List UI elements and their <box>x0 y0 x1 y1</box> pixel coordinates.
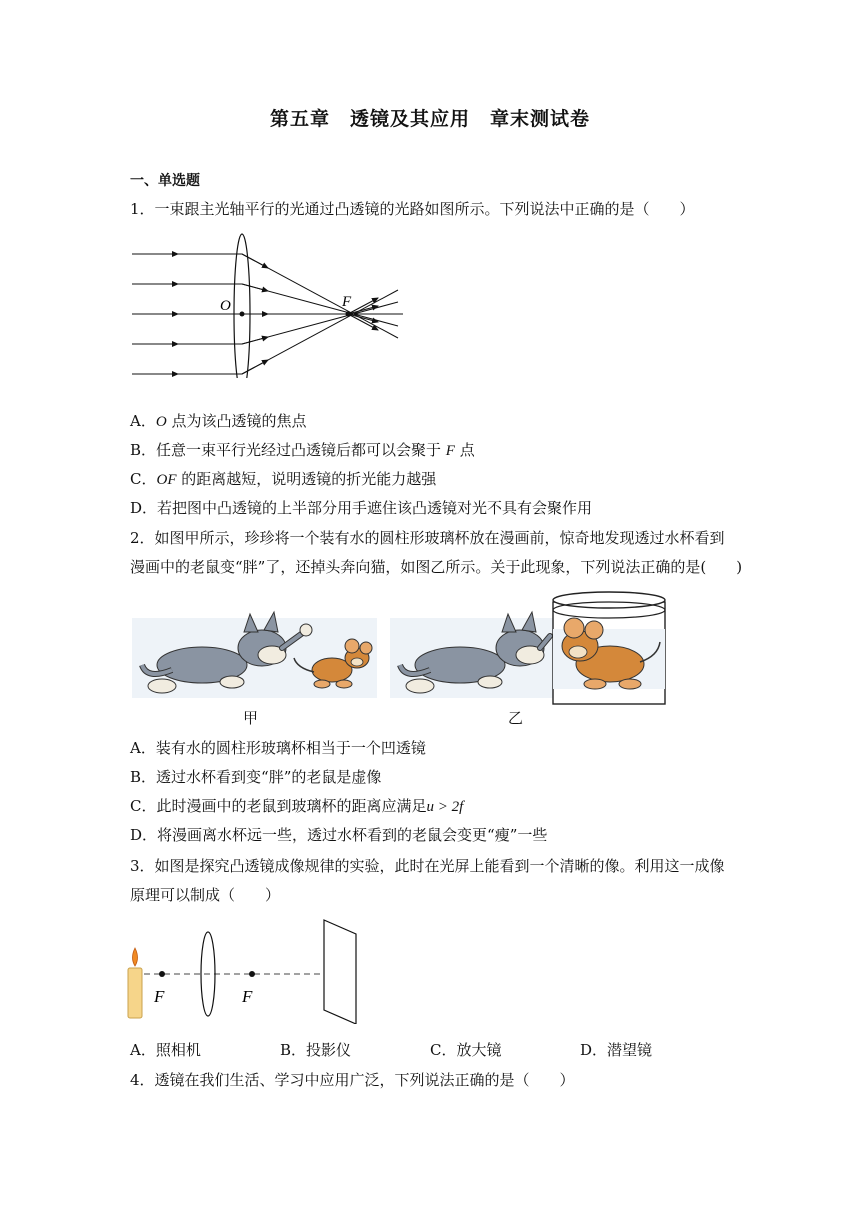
candle-icon <box>128 948 142 1018</box>
q1-option-c: C．OF 的距离越短，说明透镜的折光能力越强 <box>130 470 437 488</box>
q2-option-c: C．此时漫画中的老鼠到玻璃杯的距离应满足u > 2f <box>130 797 464 815</box>
q3-option-b: B．投影仪 <box>280 1041 352 1059</box>
label-O: O <box>220 298 231 314</box>
q4-stem: 4．透镜在我们生活、学习中应用广泛，下列说法正确的是（ ） <box>130 1071 575 1089</box>
q3-stem-line1: 3．如图是探究凸透镜成像规律的实验，此时在光屏上能看到一个清晰的像。利用这一成像 <box>130 857 725 875</box>
q2-option-d: D．将漫画离水杯远一些，透过水杯看到的老鼠会变更“瘦”一些 <box>130 826 548 844</box>
q1-option-a: A．O 点为该凸透镜的焦点 <box>130 412 307 430</box>
q2-cartoon-jia <box>132 610 377 705</box>
caption-jia: 甲 <box>243 709 259 727</box>
page-title: 第五章 透镜及其应用 章末测试卷 <box>269 108 590 130</box>
label-F: F <box>342 294 352 310</box>
q3-option-d: D．潜望镜 <box>580 1041 653 1059</box>
q1-lens-diagram <box>128 228 408 378</box>
q2-stem-line2: 漫画中的老鼠变“胖”了，还掉头奔向猫，如图乙所示。关于此现象，下列说法正确的是( ) <box>130 558 743 576</box>
q1-stem: 1．一束跟主光轴平行的光通过凸透镜的光路如图所示。下列说法中正确的是（ ） <box>130 200 695 218</box>
q3-experiment-diagram <box>124 918 364 1024</box>
q3-option-a: A．照相机 <box>130 1041 201 1059</box>
label-F1: F <box>154 987 165 1006</box>
q2-option-a: A．装有水的圆柱形玻璃杯相当于一个凹透镜 <box>130 739 426 757</box>
light-screen <box>324 920 356 1024</box>
q2-option-b: B．透过水杯看到变“胖”的老鼠是虚像 <box>130 768 382 786</box>
q3-stem-line2: 原理可以制成（ ） <box>130 886 281 904</box>
q1-option-d: D．若把图中凸透镜的上半部分用手遮住该凸透镜对光不具有会聚作用 <box>130 499 593 517</box>
label-F2: F <box>242 987 253 1006</box>
q1-option-b: B．任意一束平行光经过凸透镜后都可以会聚于 F 点 <box>130 441 475 459</box>
q3-option-c: C．放大镜 <box>430 1041 502 1059</box>
caption-yi: 乙 <box>508 709 524 727</box>
convex-lens <box>234 234 250 378</box>
q2-cartoon-yi <box>390 584 670 706</box>
q2-stem-line1: 2．如图甲所示，珍珍将一个装有水的圆柱形玻璃杯放在漫画前，惊奇地发现透过水杯看到 <box>130 529 725 547</box>
section-heading: 一、单选题 <box>130 173 200 189</box>
